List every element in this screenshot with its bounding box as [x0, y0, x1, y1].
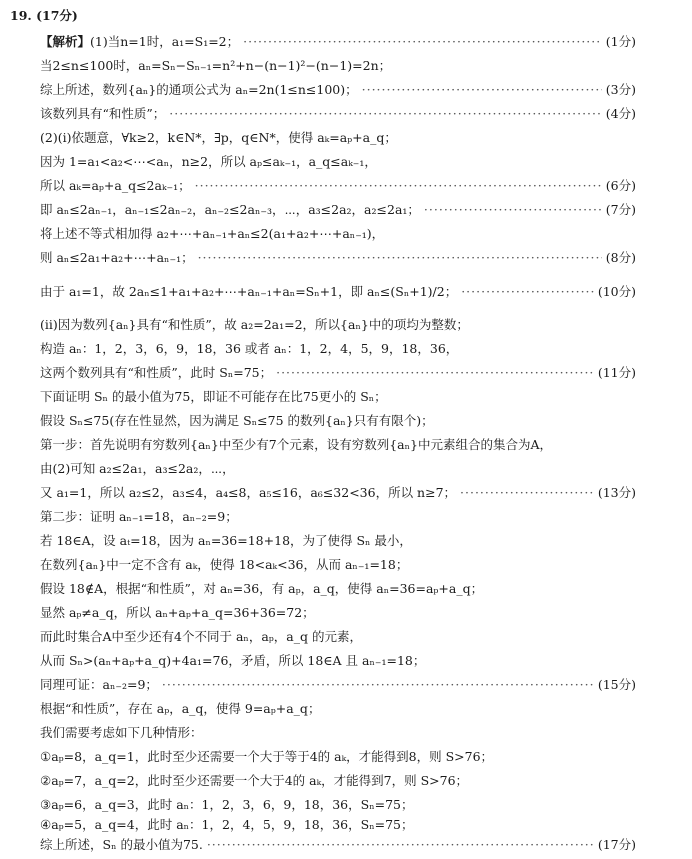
line-text: 若 18∈A，设 aₜ=18，因为 aₙ=36=18+18，为了使得 Sₙ 最小，	[40, 533, 412, 548]
line-text: (2)(ⅰ)依题意，∀k≥2，k∈N*，∃p，q∈N*，使得 aₖ=aₚ+a_q；	[40, 130, 397, 145]
line-text: 而此时集合A中至少还有4个不同于 aₙ，aₚ，a_q 的元素，	[40, 629, 362, 644]
line-text: 由(2)可知 a₂≤2a₁，a₃≤2a₂，⋯，	[40, 461, 235, 476]
dot-leader	[169, 102, 602, 126]
score-mark: (6分)	[605, 178, 636, 193]
header-text: 19. (17分)	[10, 8, 78, 23]
line-text: ④aₚ=5，a_q=4，此时 aₙ：1，2，4，5，9，18，36，Sₙ=75；	[40, 817, 414, 832]
solution-line	[40, 769, 636, 793]
score-mark: (11分)	[597, 365, 636, 380]
score-mark: (8分)	[605, 250, 636, 265]
line-text: 根据“和性质”，存在 aₚ，a_q，使得 9=aₚ+a_q；	[40, 701, 321, 716]
solution-line	[40, 505, 636, 529]
dot-leader	[461, 280, 594, 304]
solution-line	[40, 409, 636, 433]
solution-line	[40, 78, 636, 102]
dot-leader	[362, 78, 602, 102]
solution-line	[40, 673, 636, 697]
line-text: 综上所述，Sₙ 的最小值为75.	[40, 837, 203, 852]
solution-line	[40, 337, 636, 361]
dot-leader	[460, 481, 594, 505]
line-text: 第二步：证明 aₙ₋₁=18，aₙ₋₂=9；	[40, 509, 238, 524]
dot-leader	[243, 30, 602, 54]
score-mark: (3分)	[605, 82, 636, 97]
dot-leader	[198, 246, 602, 270]
line-text: 又 a₁=1，所以 a₂≤2，a₃≤4，a₄≤8，a₅≤16，a₆≤32<36，所以 n≥7；	[40, 485, 457, 500]
line-text: 从而 Sₙ>(aₙ+aₚ+a_q)+4a₁=76，矛盾，所以 18∈A 且 aₙ₋₁=18；	[40, 653, 426, 668]
solution-line	[40, 833, 636, 857]
solution-line	[40, 529, 636, 553]
line-text: 当2≤n≤100时，aₙ=Sₙ−Sₙ₋₁=n²+n−(n−1)²−(n−1)=2n；	[40, 58, 392, 73]
score-mark: (15分)	[597, 677, 636, 692]
line-text: ②aₚ=7，a_q=2，此时至少还需要一个大于4的 aₖ，才能得到7，则 S>76；	[40, 773, 469, 788]
solution-line	[40, 126, 636, 150]
score-mark: (13分)	[597, 485, 636, 500]
solution-line	[40, 150, 636, 174]
solution-line	[40, 625, 636, 649]
solution-line	[40, 481, 636, 505]
solution-line	[40, 313, 636, 337]
line-text: 下面证明 Sₙ 的最小值为75，即证不可能存在比75更小的 Sₙ；	[40, 389, 387, 404]
solution-line	[40, 30, 636, 54]
line-text: 显然 aₚ≠a_q，所以 aₙ+aₚ+a_q=36+36=72；	[40, 605, 315, 620]
problem-header	[10, 4, 606, 28]
solution-line	[40, 721, 636, 745]
solution-line	[40, 102, 636, 126]
line-text: 第一步：首先说明有穷数列{aₙ}中至少有7个元素，设有穷数列{aₙ}中元素组合的集合为A，	[40, 437, 553, 452]
score-mark: (4分)	[605, 106, 636, 121]
line-text: 该数列具有“和性质”；	[40, 106, 166, 121]
solution-line	[40, 745, 636, 769]
solution-line	[40, 553, 636, 577]
line-text: (ⅱ)因为数列{aₙ}具有“和性质”，故 a₂=2a₁=2，所以{aₙ}中的项均为整数；	[40, 317, 469, 332]
dot-leader	[424, 198, 602, 222]
score-mark: (1分)	[605, 34, 636, 49]
line-text: 假设 18∉A，根据“和性质”，对 aₙ=36，有 aₚ，a_q，使得 aₙ=36=aₚ+a_q；	[40, 581, 484, 596]
solution-line	[40, 697, 636, 721]
solution-line	[40, 174, 636, 198]
line-text: 构造 aₙ：1，2，3，6，9，18，36 或者 aₙ：1，2，4，5，9，18，36，	[40, 341, 459, 356]
solution-line	[40, 457, 636, 481]
solution-line	[40, 649, 636, 673]
line-text: 我们需要考虑如下几种情形：	[40, 725, 203, 740]
dot-leader	[276, 361, 594, 385]
solution-line	[40, 433, 636, 457]
solution-line	[40, 385, 636, 409]
line-text: (1)当n=1时，a₁=S₁=2；	[90, 34, 240, 49]
solution-line	[40, 246, 636, 270]
line-text: ①aₚ=8，a_q=1，此时至少还需要一个大于等于4的 aₖ，才能得到8，则 S>76；	[40, 749, 494, 764]
line-text: 这两个数列具有“和性质”，此时 Sₙ=75；	[40, 365, 273, 380]
score-mark: (17分)	[597, 837, 636, 852]
line-text: 由于 a₁=1，故 2aₙ≤1+a₁+a₂+⋯+aₙ₋₁+aₙ=Sₙ+1，即 aₙ≤(Sₙ+1)/2；	[40, 284, 458, 299]
line-text: ③aₚ=6，a_q=3，此时 aₙ：1，2，3，6，9，18，36，Sₙ=75；	[40, 797, 414, 812]
solution-line	[40, 601, 636, 625]
dot-leader	[195, 174, 602, 198]
solution-line	[40, 361, 636, 385]
solution-line	[40, 222, 636, 246]
line-text: 即 aₙ≤2aₙ₋₁，aₙ₋₁≤2aₙ₋₂，aₙ₋₂≤2aₙ₋₃，⋯，a₃≤2a₂，a₂≤2a₁；	[40, 202, 420, 217]
line-text: 在数列{aₙ}中一定不含有 aₖ，使得 18<aₖ<36，从而 aₙ₋₁=18；	[40, 557, 409, 572]
solution-line	[40, 577, 636, 601]
analysis-tag: 【解析】	[40, 34, 91, 49]
solution-line	[40, 198, 636, 222]
solution-line	[40, 54, 636, 78]
line-text: 将上述不等式相加得 a₂+⋯+aₙ₋₁+aₙ≤2(a₁+a₂+⋯+aₙ₋₁)，	[40, 226, 385, 241]
solution-line	[40, 280, 636, 304]
score-mark: (7分)	[605, 202, 636, 217]
line-text: 因为 1=a₁<a₂<⋯<aₙ，n≥2，所以 aₚ≤aₖ₋₁，a_q≤aₖ₋₁，	[40, 154, 377, 169]
line-text: 假设 Sₙ≤75(存在性显然，因为满足 Sₙ≤75 的数列{aₙ}只有有限个)；	[40, 413, 434, 428]
dot-leader	[162, 673, 594, 697]
dot-leader	[207, 833, 594, 857]
line-text: 综上所述，数列{aₙ}的通项公式为 aₙ=2n(1≤n≤100)；	[40, 82, 358, 97]
line-text: 所以 aₖ=aₚ+a_q≤2aₖ₋₁；	[40, 178, 191, 193]
line-text: 则 aₙ≤2a₁+a₂+⋯+aₙ₋₁；	[40, 250, 194, 265]
score-mark: (10分)	[597, 284, 636, 299]
line-text: 同理可证：aₙ₋₂=9；	[40, 677, 158, 692]
